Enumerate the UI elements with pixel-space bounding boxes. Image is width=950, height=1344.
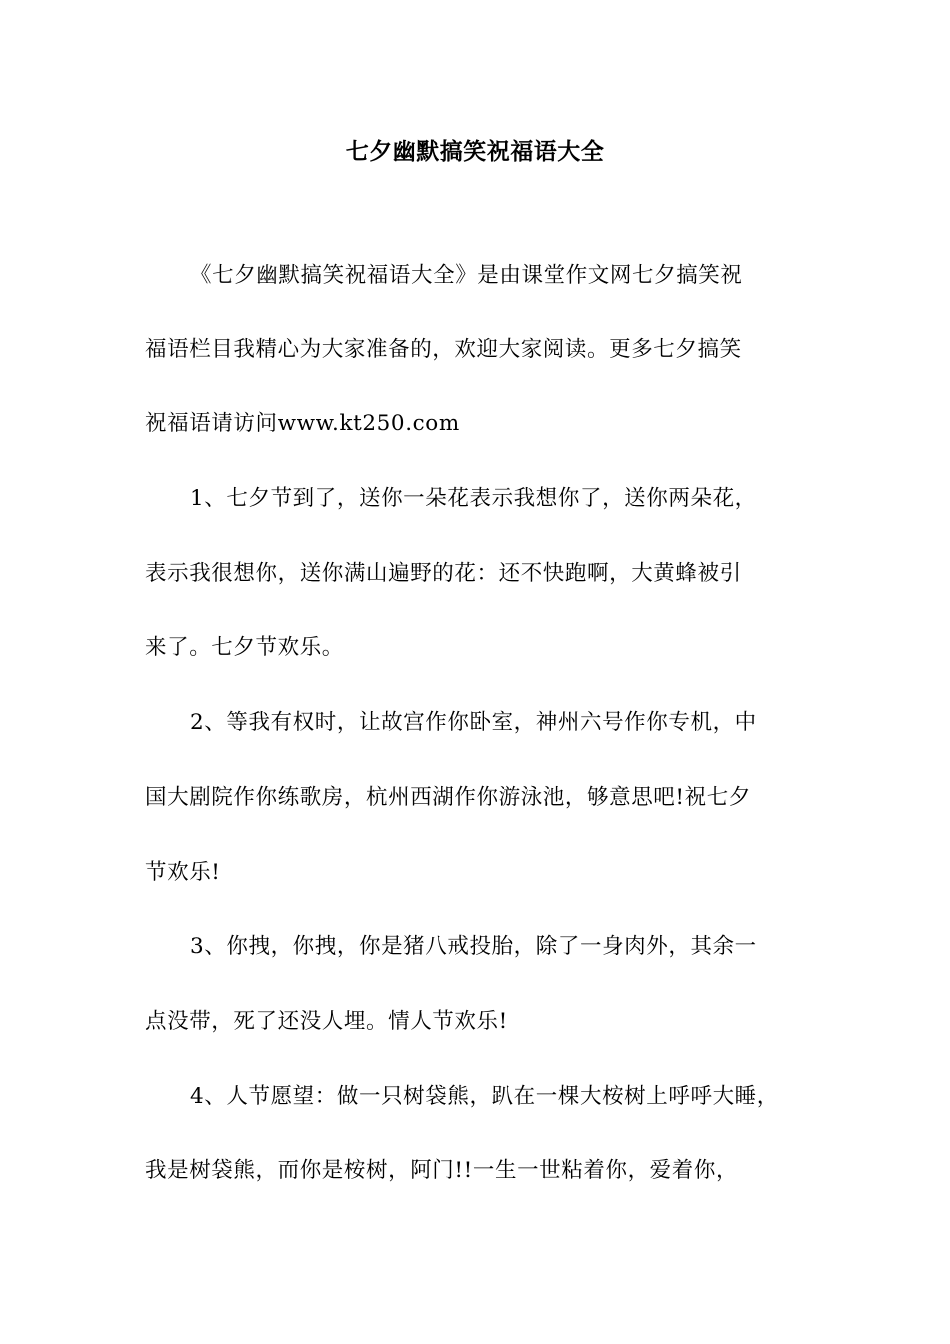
item-4-line-2: 我是树袋熊，而你是桉树，阿门!!一生一世粘着你，爱着你， bbox=[145, 1158, 739, 1183]
item-3-line-2: 点没带，死了还没人埋。情人节欢乐! bbox=[145, 1009, 508, 1034]
item-1-line-1: 1、七夕节到了，送你一朵花表示我想你了，送你两朵花， bbox=[190, 486, 757, 511]
item-1-line-2: 表示我很想你，送你满山遍野的花：还不快跑啊，大黄蜂被引 bbox=[145, 561, 742, 586]
item-2-line-3: 节欢乐! bbox=[145, 860, 221, 885]
item-4-line-1: 4、人节愿望：做一只树袋熊，趴在一棵大桉树上呼呼大睡， bbox=[190, 1084, 779, 1109]
document-title: 七夕幽默搞笑祝福语大全 bbox=[345, 138, 605, 165]
item-1-line-3: 来了。七夕节欢乐。 bbox=[145, 635, 344, 660]
item-2-line-1: 2、等我有权时，让故宫作你卧室，神州六号作你专机，中 bbox=[190, 710, 757, 735]
intro-line-3: 祝福语请访问www.kt250.com bbox=[145, 411, 460, 436]
intro-line-1: 《七夕幽默搞笑祝福语大全》是由课堂作文网七夕搞笑祝 bbox=[190, 263, 743, 288]
item-3-line-1: 3、你拽，你拽，你是猪八戒投胎，除了一身肉外，其余一 bbox=[190, 934, 757, 959]
intro-line-2: 福语栏目我精心为大家准备的，欢迎大家阅读。更多七夕搞笑 bbox=[145, 337, 742, 362]
item-2-line-2: 国大剧院作你练歌房，杭州西湖作你游泳池，够意思吧!祝七夕 bbox=[145, 785, 751, 810]
